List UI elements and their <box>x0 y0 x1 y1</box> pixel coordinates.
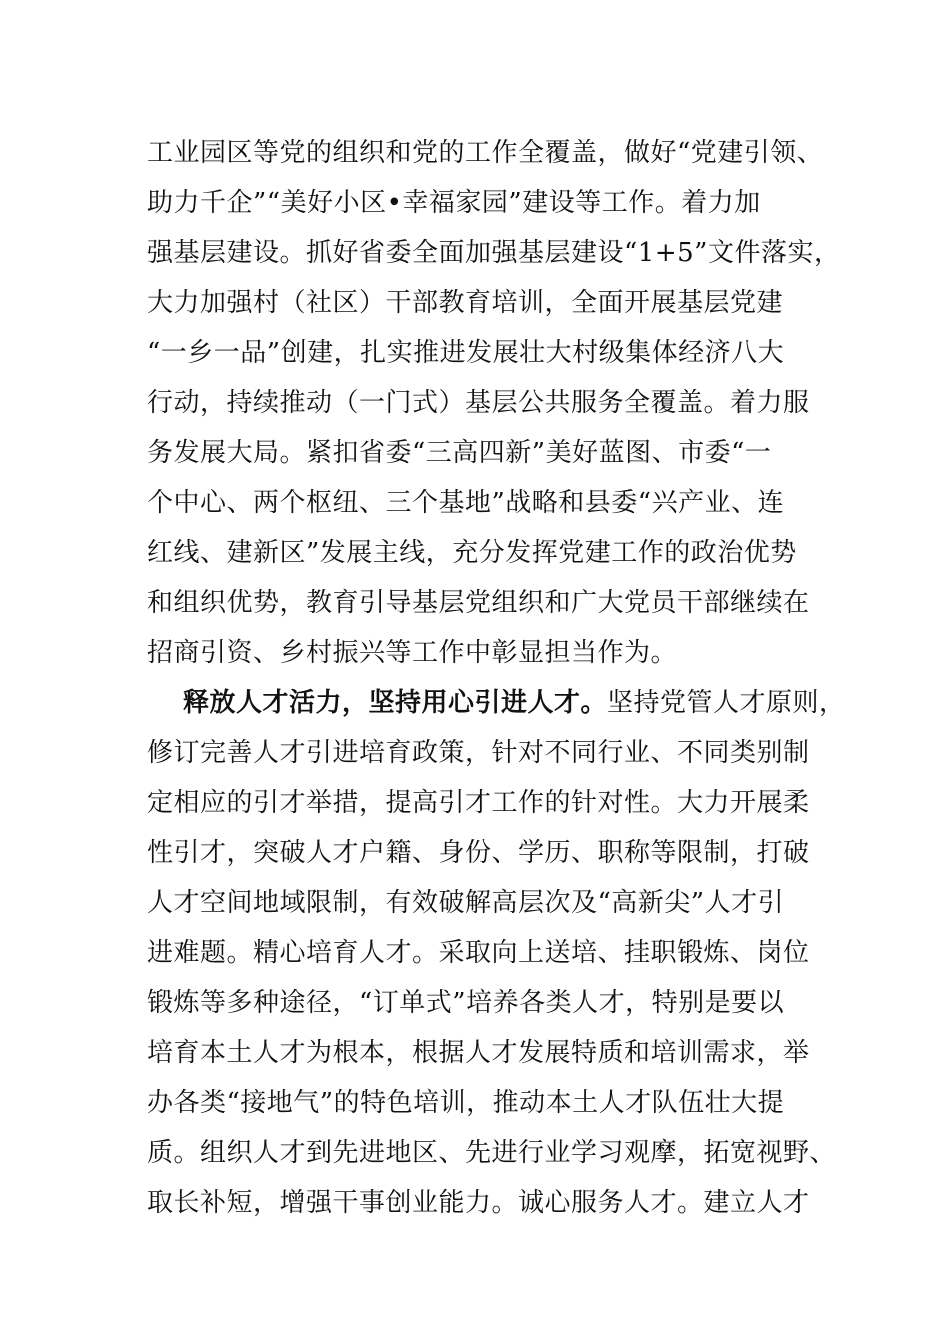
text-line: 务发展大局。紧扣省委“三高四新”美好蓝图、市委“一 <box>147 438 772 468</box>
text-line: 人才空间地域限制，有效破解高层次及“高新尖”人才引 <box>147 888 785 918</box>
text-line: 质。组织人才到先进地区、先进行业学习观摩，拓宽视野、 <box>147 1138 837 1168</box>
text-line: 红线、建新区”发展主线，充分发挥党建工作的政治优势 <box>147 538 797 568</box>
text-line: 和组织优势，教育引导基层党组织和广大党员干部继续在 <box>147 588 810 618</box>
text-line: 培育本土人才为根本，根据人才发展特质和培训需求，举 <box>147 1038 810 1068</box>
text-line: 招商引资、乡村振兴等工作中彰显担当作为。 <box>147 638 678 668</box>
text-line: 强基层建设。抓好省委全面加强基层建设“1+5”文件落实， <box>147 238 841 268</box>
section-first-line <box>183 678 846 728</box>
text-line: 行动，持续推动（一门式）基层公共服务全覆盖。着力服 <box>147 388 810 418</box>
text-line: 性引才，突破人才户籍、身份、学历、职称等限制，打破 <box>147 838 810 868</box>
text-line: 定相应的引才举措，提高引才工作的针对性。大力开展柔 <box>147 788 810 818</box>
text-line: 锻炼等多种途径，“订单式”培养各类人才，特别是要以 <box>147 988 785 1018</box>
section-heading-rest: 坚持党管人才原则， <box>607 688 846 718</box>
text-line: 大力加强村（社区）干部教育培训，全面开展基层党建 <box>147 288 784 318</box>
text-line: 办各类“接地气”的特色培训，推动本土人才队伍壮大提 <box>147 1088 785 1118</box>
text-line: 助力千企”“美好小区•幸福家园”建设等工作。着力加 <box>147 188 761 218</box>
text-line: “一乡一品”创建，扎实推进发展壮大村级集体经济八大 <box>147 338 785 368</box>
text-line: 修订完善人才引进培育政策，针对不同行业、不同类别制 <box>147 738 810 768</box>
section-heading: 释放人才活力，坚持用心引进人才。 <box>183 688 608 718</box>
text-line: 工业园区等党的组织和党的工作全覆盖，做好“党建引领、 <box>147 138 824 168</box>
text-line: 取长补短，增强干事创业能力。诚心服务人才。建立人才 <box>147 1188 810 1218</box>
text-line: 个中心、两个枢纽、三个基地”战略和县委“兴产业、连 <box>147 488 785 518</box>
text-line: 进难题。精心培育人才。采取向上送培、挂职锻炼、岗位 <box>147 938 810 968</box>
